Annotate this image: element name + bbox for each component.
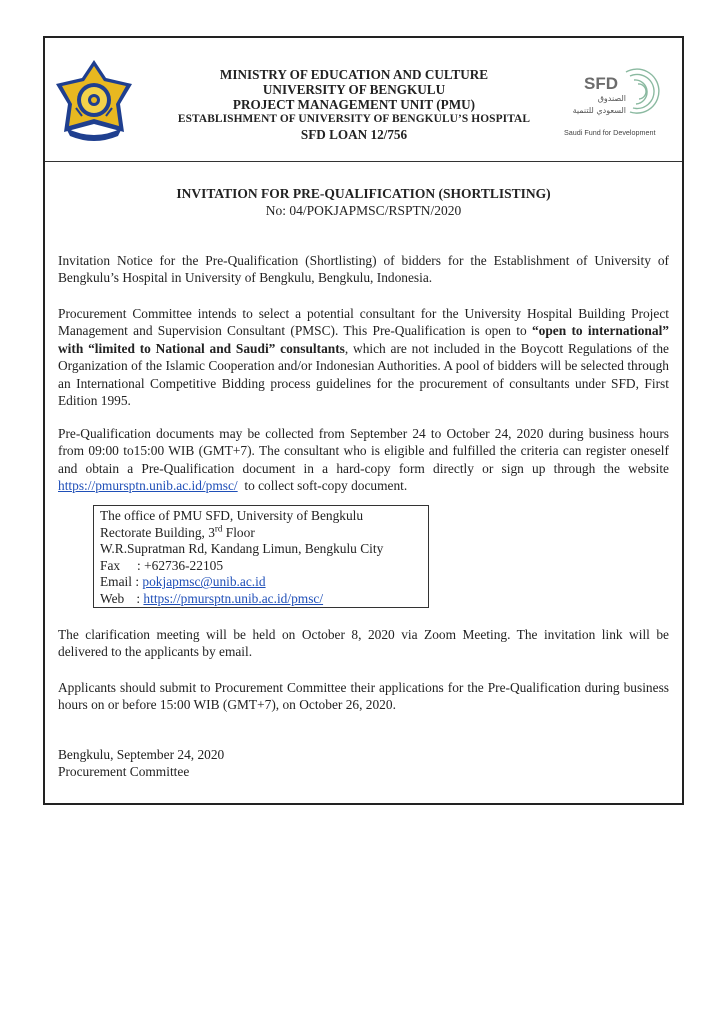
- paragraph-procurement-text-a: Procurement Committee intends to select a potential consultant for the University Hospital Building Project Management and Supervision Consultant (PMSC). This Pre-Qualification is open to: [58, 306, 669, 339]
- fax-line: [100, 558, 422, 575]
- sfd-abbr: SFD: [584, 74, 618, 93]
- sfd-name: Saudi Fund for Development: [564, 128, 656, 137]
- header-divider: [45, 161, 682, 162]
- ministry-name: MINISTRY OF EDUCATION AND CULTURE: [219, 67, 489, 82]
- pmu-name: PROJECT MANAGEMENT UNIT (PMU): [232, 97, 476, 112]
- web-link[interactable]: https://pmursptn.unib.ac.id/pmsc/: [143, 590, 324, 606]
- paragraph-procurement-text-b: , which are not included in the Boycott Regulations of the Organization of the Islamic Cooperation and/or Indonesian Authorities. A pool of bidders will be selected through an International Competitive Bidding process guidelines for the procurement of consultants under SFD, First Edition 1995.: [58, 340, 670, 409]
- paragraph-procurement: [58, 305, 669, 409]
- street-address: W.R.Supratman Rd, Kandang Limun, Bengkulu City: [100, 541, 384, 557]
- web-line: [100, 591, 422, 608]
- building-text: Rectorate Building, 3: [100, 524, 215, 540]
- university-emblem-logo: [52, 58, 136, 144]
- university-name: UNIVERSITY OF BENGKULU: [262, 82, 446, 97]
- paragraph-procurement-bold: “open to international” with “limited to National and Saudi” consultants: [58, 323, 669, 356]
- email-line: [100, 574, 422, 591]
- paragraph-clarification: The clarification meeting will be held on October 8, 2020 via Zoom Meeting. The invitation link will be delivered to the applicants by email.: [58, 627, 669, 660]
- web-separator: :: [133, 590, 144, 606]
- office-name: The office of PMU SFD, University of Bengkulu: [100, 508, 364, 523]
- signer: Procurement Committee: [58, 764, 190, 780]
- paragraph-documents-text-b: to collect soft-copy document.: [237, 478, 408, 494]
- title-number: No: 04/POKJAPMSC/RSPTN/2020: [265, 203, 462, 218]
- contact-address-box: [93, 505, 429, 608]
- sfd-logo: [560, 66, 664, 142]
- document-title: [45, 185, 682, 219]
- paragraph-documents: [58, 425, 669, 495]
- sfd-arabic-line2: السعودي للتنمية: [572, 106, 626, 115]
- letterhead: [145, 67, 563, 142]
- place-date: Bengkulu, September 24, 2020: [58, 747, 225, 762]
- website-link[interactable]: https://pmursptn.unib.ac.id/pmsc/: [58, 478, 238, 494]
- paragraph-documents-text-a: Pre-Qualification documents may be collected from September 24 to October 24, 2020 during business hours from 09:00 to15:00 WIB (GMT+7). The consultant who is eligible and fulfilled the criteria can register oneself and obtain a Pre-Qualification document in a hard-copy form directly or sign up through the website: [58, 426, 669, 476]
- paragraph-submission: Applicants should submit to Procurement Committee their applications for the Pre-Qualification during business hours on or before 15:00 WIB (GMT+7), on October 26, 2020.: [58, 680, 669, 713]
- project-name: ESTABLISHMENT OF UNIVERSITY OF BENGKULU’S HOSPITAL: [177, 113, 531, 125]
- floor-text: Floor: [222, 524, 255, 540]
- email-link[interactable]: pokjapmsc@unib.ac.id: [142, 574, 266, 590]
- sfd-arabic-line1: الصندوق: [597, 94, 626, 103]
- paragraph-intro: Invitation Notice for the Pre-Qualification (Shortlisting) of bidders for the Establishment of University of Bengkulu’s Hospital in University of Bengkulu, Bengkulu, Indonesia.: [58, 253, 669, 286]
- fax-label: Fax: [100, 557, 121, 573]
- web-label: Web: [100, 590, 125, 606]
- floor-ordinal: rd: [214, 523, 223, 534]
- building-floor: [100, 525, 422, 542]
- fax-value: : +62736-22105: [137, 557, 224, 573]
- signature-block: [58, 746, 224, 781]
- email-label: Email :: [100, 574, 143, 590]
- loan-number: SFD LOAN 12/756: [300, 127, 408, 142]
- title-heading: INVITATION FOR PRE-QUALIFICATION (SHORTLISTING): [176, 186, 551, 201]
